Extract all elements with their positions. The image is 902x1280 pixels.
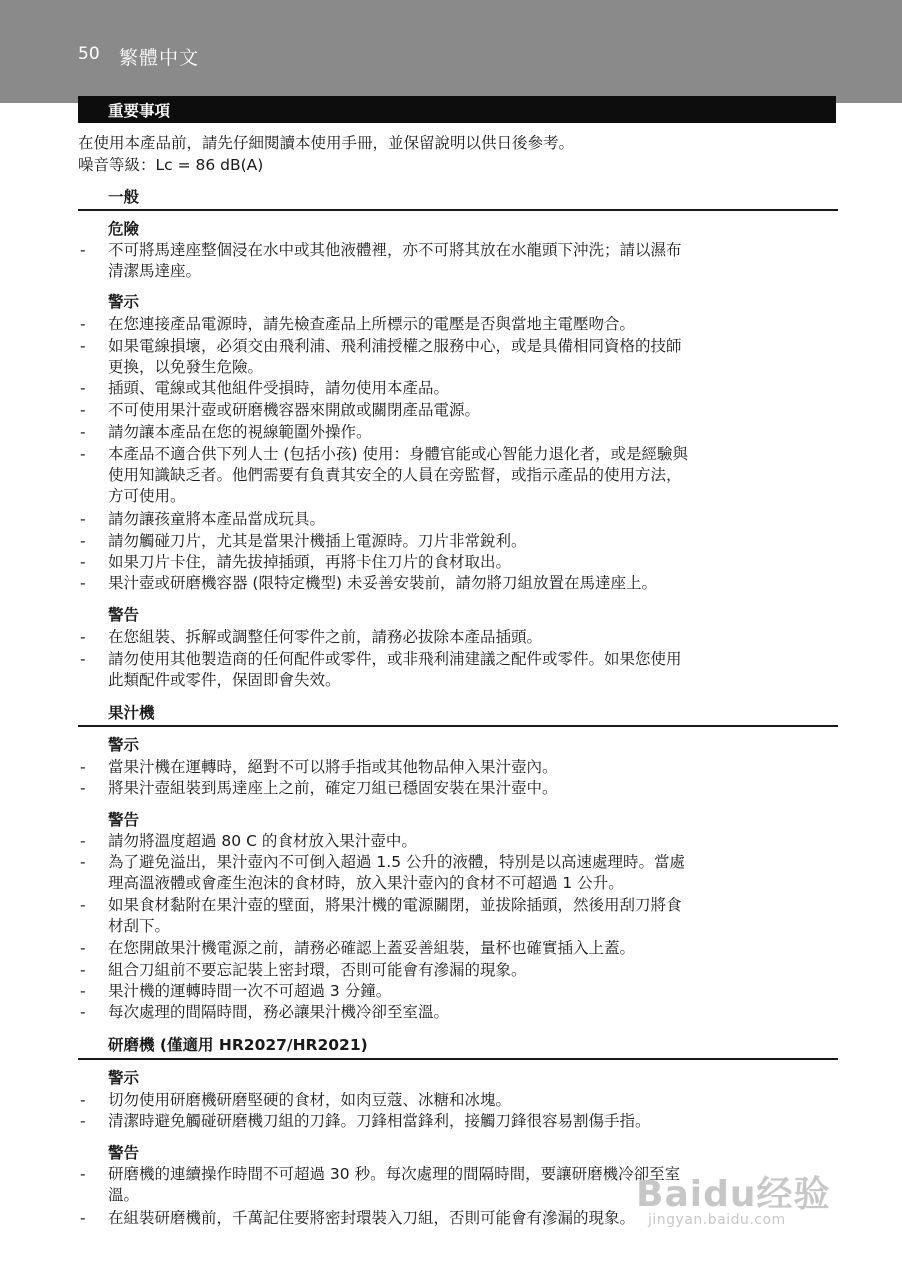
bullet-dash: -: [80, 650, 86, 668]
section-title: 重要事項: [108, 102, 171, 120]
list-item-text: 當果汁機在運轉時，絕對不可以將手指或其他物品伸入果汁壺內。: [108, 758, 558, 776]
list-item-text: 將果汁壺組裝到馬達座上之前，確定刀組已穩固安裝在果汁壺中。: [108, 779, 558, 797]
bullet-dash: -: [80, 961, 86, 979]
list-item-text: 果汁機的運轉時間一次不可超過 3 分鐘。: [108, 982, 392, 1000]
label-warning: 警示: [108, 1069, 140, 1087]
list-item-text: 請勿使用其他製造商的任何配件或零件，或非飛利浦建議之配件或零件。如果您使用: [108, 650, 682, 668]
bullet-dash: -: [80, 1112, 86, 1130]
list-item-text: 使用知識缺乏者。他們需要有負責其安全的人員在旁監督，或指示產品的使用方法，: [108, 466, 682, 484]
bullet-dash: -: [80, 982, 86, 1000]
list-item-text: 組合刀組前不要忘記裝上密封環，否則可能會有滲漏的現象。: [108, 961, 527, 979]
section-rule: [78, 209, 838, 211]
noise-level: 噪音等級：Lc = 86 dB(A): [78, 156, 264, 174]
list-item-text: 清潔馬達座。: [108, 262, 202, 280]
section-rule: [78, 725, 838, 727]
bullet-dash: -: [80, 401, 86, 419]
list-item-text: 在您組裝、拆解或調整任何零件之前，請務必拔除本產品插頭。: [108, 628, 543, 646]
list-item-text: 材刮下。: [108, 917, 171, 935]
intro-text: 在使用本產品前，請先仔細閱讀本使用手冊，並保留說明以供日後參考。: [78, 134, 575, 152]
bullet-dash: -: [80, 553, 86, 571]
bullet-dash: -: [80, 423, 86, 441]
list-item-text: 此類配件或零件，保固即會失效。: [108, 671, 341, 689]
list-item-text: 在您開啟果汁機電源之前，請務必確認上蓋妥善組裝，量杯也確實插入上蓋。: [108, 939, 636, 957]
label-danger: 危險: [108, 220, 140, 238]
list-item-text: 本產品不適合供下列人士 (包括小孩) 使用：身體官能或心智能力退化者，或是經驗與: [108, 445, 688, 463]
list-item-text: 請勿將溫度超過 80 C 的食材放入果汁壺中。: [108, 832, 417, 850]
bullet-dash: -: [80, 1209, 86, 1227]
list-item-text: 果汁壺或研磨機容器 (限特定機型) 未妥善安裝前，請勿將刀組放置在馬達座上。: [108, 574, 657, 592]
list-item-text: 請勿讓本產品在您的視線範圍外操作。: [108, 423, 372, 441]
bullet-dash: -: [80, 939, 86, 957]
watermark: [636, 1166, 831, 1228]
label-warning: 警示: [108, 736, 140, 754]
bullet-dash: -: [80, 1003, 86, 1021]
subsection-title: 果汁機: [108, 704, 155, 722]
language-label: 繁體中文: [119, 47, 200, 69]
bullet-dash: -: [80, 241, 86, 259]
label-caution: 警告: [108, 606, 140, 624]
list-item-text: 如果電線損壞，必須交由飛利浦、飛利浦授權之服務中心，或是具備相同資格的技師: [108, 337, 682, 355]
list-item-text: 理高溫液體或會產生泡沫的食材時，放入果汁壺內的食材不可超過 1 公升。: [108, 874, 624, 892]
bullet-dash: -: [80, 832, 86, 850]
list-item-text: 請勿讓孩童將本產品當成玩具。: [108, 510, 326, 528]
bullet-dash: -: [80, 779, 86, 797]
watermark-logo: Baidu经验: [636, 1174, 831, 1215]
label-warning: 警示: [108, 293, 140, 311]
page-number: 50: [78, 44, 100, 64]
list-item-text: 如果食材黏附在果汁壺的壁面，將果汁機的電源關閉，並拔除插頭，然後用刮刀將食: [108, 896, 682, 914]
subsection-title: 研磨機 (僅適用 HR2027/HR2021): [108, 1036, 368, 1054]
bullet-dash: -: [80, 532, 86, 550]
list-item-text: 方可使用。: [108, 487, 186, 505]
list-item-text: 清潔時避免觸碰研磨機刀組的刀鋒。刀鋒相當鋒利，接觸刀鋒很容易割傷手指。: [108, 1112, 651, 1130]
bullet-dash: -: [80, 337, 86, 355]
subsection-title: 一般: [108, 188, 140, 206]
bullet-dash: -: [80, 628, 86, 646]
list-item-text: 請勿觸碰刀片，尤其是當果汁機插上電源時。刀片非常銳利。: [108, 532, 527, 550]
bullet-dash: -: [80, 1091, 86, 1109]
section-header-bar: [78, 96, 836, 123]
bullet-dash: -: [80, 574, 86, 592]
list-item-text: 每次處理的間隔時間，務必讓果汁機冷卻至室溫。: [108, 1003, 450, 1021]
bullet-dash: -: [80, 896, 86, 914]
bullet-dash: -: [80, 510, 86, 528]
label-caution: 警告: [108, 1144, 140, 1162]
list-item-text: 插頭、電線或其他組件受損時，請勿使用本產品。: [108, 379, 450, 397]
bullet-dash: -: [80, 1165, 86, 1183]
list-item-text: 不可使用果汁壺或研磨機容器來開啟或關閉產品電源。: [108, 401, 481, 419]
bullet-dash: -: [80, 853, 86, 871]
list-item-text: 研磨機的連續操作時間不可超過 30 秒。每次處理的間隔時間，要讓研磨機冷卻至室: [108, 1165, 681, 1183]
list-item-text: 不可將馬達座整個浸在水中或其他液體裡，亦不可將其放在水龍頭下沖洗；請以濕布: [108, 241, 682, 259]
list-item-text: 在您連接產品電源時，請先檢查產品上所標示的電壓是否與當地主電壓吻合。: [108, 315, 636, 333]
watermark-url: jingyan.baidu.com: [648, 1212, 786, 1228]
list-item-text: 在組裝研磨機前，千萬記住要將密封環裝入刀組，否則可能會有滲漏的現象。: [108, 1209, 636, 1227]
section-rule: [78, 1058, 838, 1060]
bullet-dash: -: [80, 315, 86, 333]
list-item-text: 更換，以免發生危險。: [108, 358, 264, 376]
list-item-text: 溫。: [108, 1186, 140, 1204]
bullet-dash: -: [80, 379, 86, 397]
bullet-dash: -: [80, 758, 86, 776]
bullet-dash: -: [80, 445, 86, 463]
list-item-text: 為了避免溢出，果汁壺內不可倒入超過 1.5 公升的液體，特別是以高速處理時。當處: [108, 853, 686, 871]
label-caution: 警告: [108, 811, 140, 829]
list-item-text: 切勿使用研磨機研磨堅硬的食材，如肉豆蔻、冰糖和冰塊。: [108, 1091, 512, 1109]
list-item-text: 如果刀片卡住，請先拔掉插頭，再將卡住刀片的食材取出。: [108, 553, 512, 571]
